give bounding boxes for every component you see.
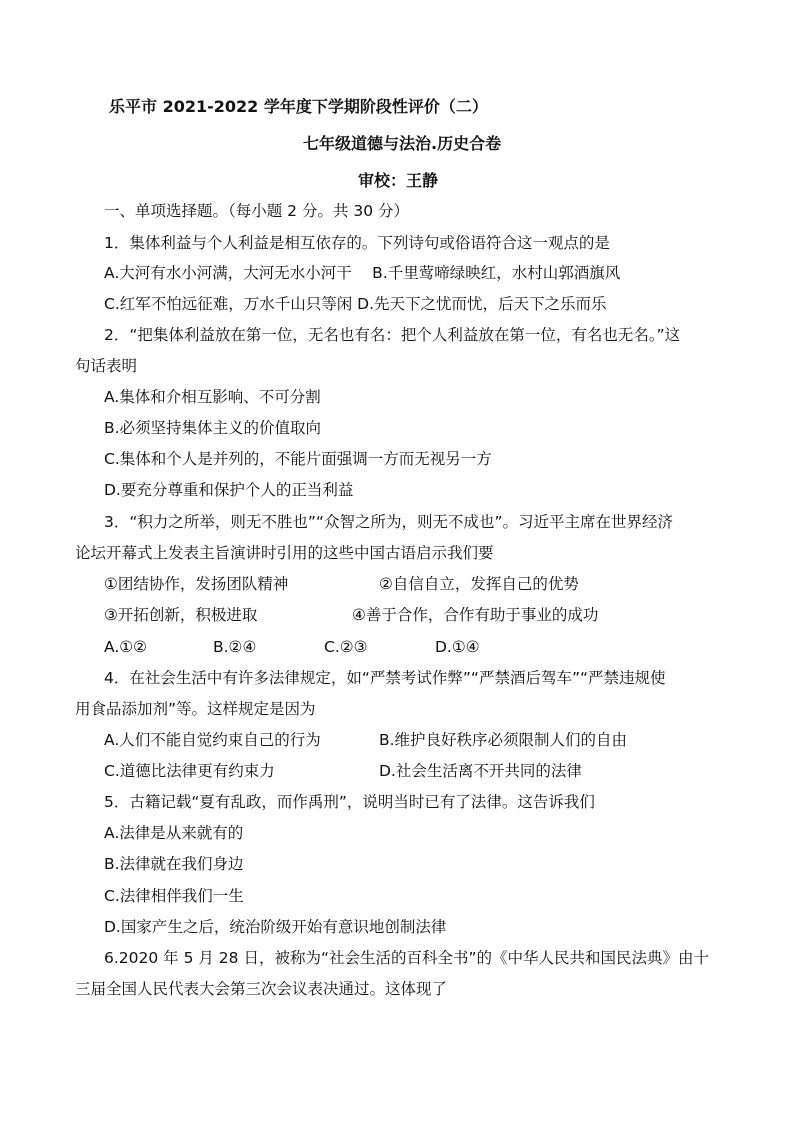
- question-4-option-b: B.维护良好秩序必须限制人们的自由: [379, 731, 628, 749]
- exam-title: 乐平市 2021-2022 学年度下学期阶段性评价（二）: [109, 97, 488, 116]
- question-3-item-2: ②自信自立，发挥自己的优势: [379, 575, 579, 593]
- exam-subtitle: 七年级道德与法治.历史合卷: [303, 134, 502, 153]
- question-5-option-a: A.法律是从来就有的: [104, 824, 244, 842]
- question-4-stem-line1: 4．在社会生活中有许多法律规定，如“严禁考试作弊”“严禁酒后驾车”“严禁违规使: [104, 669, 666, 687]
- question-4-option-a: A.人们不能自觉约束自己的行为: [104, 731, 321, 749]
- reviewer-line: 审校：王静: [358, 171, 439, 190]
- question-2-option-d: D.要充分尊重和保护个人的正当利益: [104, 481, 354, 499]
- question-6-stem-line1: 6.2020 年 5 月 28 日，被称为“社会生活的百科全书”的《中华人民共和国民法典》由十: [104, 949, 710, 967]
- question-2-option-a: A.集体和介相互影响、不可分割: [104, 388, 321, 406]
- question-5-option-b: B.法律就在我们身边: [104, 855, 244, 873]
- question-1-stem: 1．集体利益与个人利益是相互依存的。下列诗句或俗语符合这一观点的是: [104, 234, 610, 252]
- question-5-option-d: D.国家产生之后，统治阶级开始有意识地创制法律: [104, 918, 447, 936]
- question-4-option-d: D.社会生活离不开共同的法律: [379, 762, 582, 780]
- question-3-stem-line2: 论坛开幕式上发表主旨演讲时引用的这些中国古语启示我们要: [75, 544, 494, 562]
- question-2-stem-line2: 句话表明: [75, 357, 138, 375]
- question-1-options-cd: C.红军不怕远征难，万水千山只等闲 D.先天下之忧而忧，后天下之乐而乐: [104, 295, 607, 313]
- question-3-item-3: ③开拓创新，积极进取: [104, 606, 258, 624]
- question-3-option-a: A.①②: [104, 638, 148, 656]
- section-heading: 一、单项选择题。（每小题 2 分。共 30 分）: [104, 202, 410, 220]
- question-3-item-4: ④善于合作，合作有助于事业的成功: [352, 606, 599, 624]
- question-6-stem-line2: 三届全国人民代表大会第三次会议表决通过。这体现了: [75, 980, 448, 998]
- question-5-stem: 5．古籍记载“夏有乱政，而作禹刑”，说明当时已有了法律。这告诉我们: [104, 793, 595, 811]
- question-2-stem-line1: 2．“把集体利益放在第一位，无名也有名：把个人利益放在第一位，有名也无名。”这: [104, 326, 681, 344]
- question-3-stem-line1: 3．“积力之所举，则无不胜也”“众智之所为，则无不成也”。习近平主席在世界经济: [104, 513, 673, 531]
- question-1-options-ab: A.大河有水小河满，大河无水小河干 B.千里莺啼绿映红，水村山郭酒旗风: [104, 264, 621, 282]
- question-3-option-d: D.①④: [435, 638, 480, 656]
- question-2-option-c: C.集体和个人是并列的，不能片面强调一方而无视另一方: [104, 450, 492, 468]
- question-5-option-c: C.法律相伴我们一生: [104, 887, 244, 905]
- question-2-option-b: B.必须坚持集体主义的价值取向: [104, 419, 322, 437]
- question-3-option-c: C.②③: [324, 638, 368, 656]
- question-4-stem-line2: 用食品添加剂”等。这样规定是因为: [75, 700, 316, 718]
- question-4-option-c: C.道德比法律更有约束力: [104, 762, 275, 780]
- question-3-option-b: B.②④: [213, 638, 257, 656]
- question-3-item-1: ①团结协作，发扬团队精神: [104, 575, 289, 593]
